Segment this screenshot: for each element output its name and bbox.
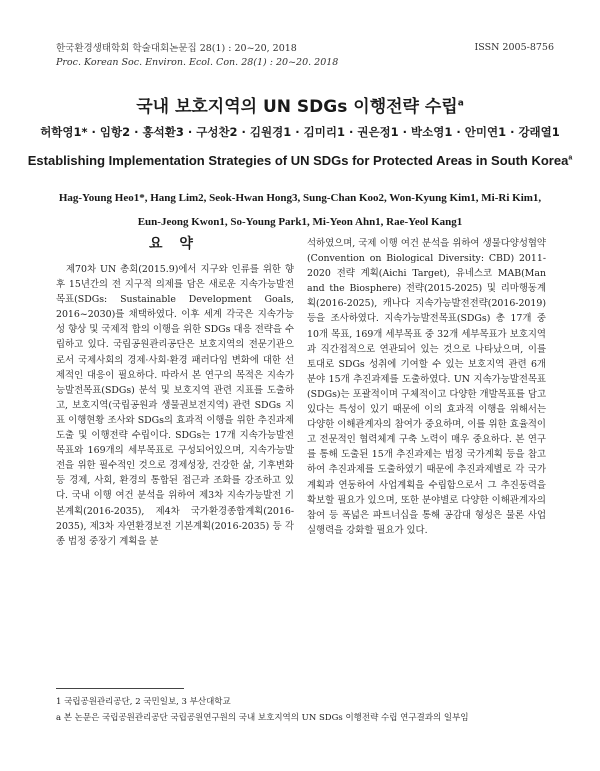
issn: ISSN 2005-8756	[474, 42, 554, 53]
authors-english-line1: Hag-Young Heo1*, Hang Lim2, Seok-Hwan Hong3, Sung-Chan Koo2, Won-Kyung Kim1, Mi-Ri Kim1,	[58, 192, 542, 204]
journal-ko: 한국환경생태학회 학술대회논문집 28(1) : 20~20, 2018	[56, 43, 297, 54]
abstract-right-column	[307, 236, 546, 538]
footnote-divider	[56, 688, 184, 689]
title-english-note: a	[568, 154, 573, 162]
title-korean-note: a	[457, 98, 464, 109]
authors-english-line2: Eun-Jeong Kwon1, So-Young Park1, Mi-Yeon Ahn1, Rae-Yeol Kang1	[137, 216, 463, 228]
abstract-left-text: 제70차 UN 총회(2015.9)에서 지구와 인류를 위한 향후 15년간의 전 지구적 의제를 담은 새로운 지속가능발전목표(SDGs: Sustainable Development Goals, 2016~2030)를 채택하였다. 이후 세계 각국은 지속가능성 향상 및 국제적 합의 이행을 위한 SDGs 대응 전략을 수립하고 있다. 국립공원관리공단은 보호지역의 전문기관으로서 국제사회의 경제·사회·환경 패러다임 변화에 대한 선제적인 대응이 필요하다. 따라서 본 연구의 목적은 지속가능발전목표(SDGs) 분석 및 보호지역 관련 지표를 도출하고, 보호지역(국립공원과 생물권보전지역) 관련 SDGs 지표 이행현황 조사와 SDGs의 효과적 이행을 위한 추진과제 도출 및 이행전략 수립이다. SDGs는 17개 지속가능발전목표와 169개의 세부목표로 구성되어있으며, 지속가능발전을 위한 필수적인 것으로 경제성장, 건강한 삶, 기후변화 등 경제, 사회, 환경의 통합된 접근과 조화를 강조하고 있다. 국내 이행 여건 분석을 위하여 제3차 지속가능발전 기본계획(2016-2035), 제4차 국가환경종합계획(2016-2035), 제3차 자연환경보전 기본계획(2016-2035) 등 각 종 법정 중장기 계획을 분	[56, 264, 294, 547]
footnote-affiliations: 1 국립공원관리공단, 2 국민일보, 3 부산대학교	[56, 697, 231, 707]
title-english	[0, 153, 600, 168]
abstract-title: 요 약	[149, 236, 199, 252]
journal-en: Proc. Korean Soc. Environ. Ecol. Con. 28(1) : 20~20. 2018	[56, 57, 339, 68]
title-korean	[0, 92, 600, 117]
authors-korean: 허학영1* · 임항2 · 홍석환3 · 구성찬2 · 김원경1 · 김미리1 · 권은정1 · 박소영1 · 안미연1 · 강래열1	[40, 125, 560, 139]
footnote-funding: a 본 논문은 국립공원관리공단 국립공원연구원의 국내 보호지역의 UN SDGs 이행전략 수립 연구결과의 일부임	[56, 713, 469, 723]
title-korean-text: 국내 보호지역의 UN SDGs 이행전략 수립	[136, 97, 458, 117]
journal-header	[56, 42, 338, 70]
title-english-text: Establishing Implementation Strategies of UN SDGs for Protected Areas in South Korea	[27, 153, 569, 168]
authors-english	[58, 186, 542, 234]
abstract-right-text: 석하였으며, 국제 이행 여건 분석을 위하여 생물다양성협약(Convention on Biological Diversity: CBD) 2011-2020 전략 계획(Aichi Target), 유네스코 MAB(Man and the Biosphere) 전략(2015-2025) 및 리마행동계획(2016-2025), 캐나다 지속가능발전전략(2016-2019) 등을 조사하였다. 지속가능발전목표(SDGs) 총 17개 중 10개 목표, 169개 세부목표 중 32개 세부목표가 보호지역과 직간접적으로 연관되어 있는 것으로 나타났으며, 이를 토대로 SDGs 성취에 기여할 수 있는 보호지역 관련 6개 분야 15개 추진과제를 도출하였다. UN 지속가능발전목표(SDGs)는 포괄적이며 구체적이고 다양한 개발목표를 담고 있다는 특성이 있기 때문에 이의 효과적 이행을 위해서는 다양한 이해관계자의 참여가 중요하며, 이를 위한 효율적이고 전문적인 협력체계 구축 노력이 매우 중요하다. 본 연구를 통해 도출된 15개 추진과제는 법정 국가계획 등을 참고하여 추진과제를 도출하였기 때문에 추진과제별로 각 국가계획과 연동하여 사업계획을 수립함으로서 그 추진동력을 확보할 필요가 있으며, 또한 분야별로 다양한 이해관계자의 참여 등 폭넓은 파트너십을 통해 공감대 형성은 물론 사업 실행력을 강화할 필요가 있다.	[307, 238, 546, 536]
abstract-left-column	[56, 262, 294, 549]
